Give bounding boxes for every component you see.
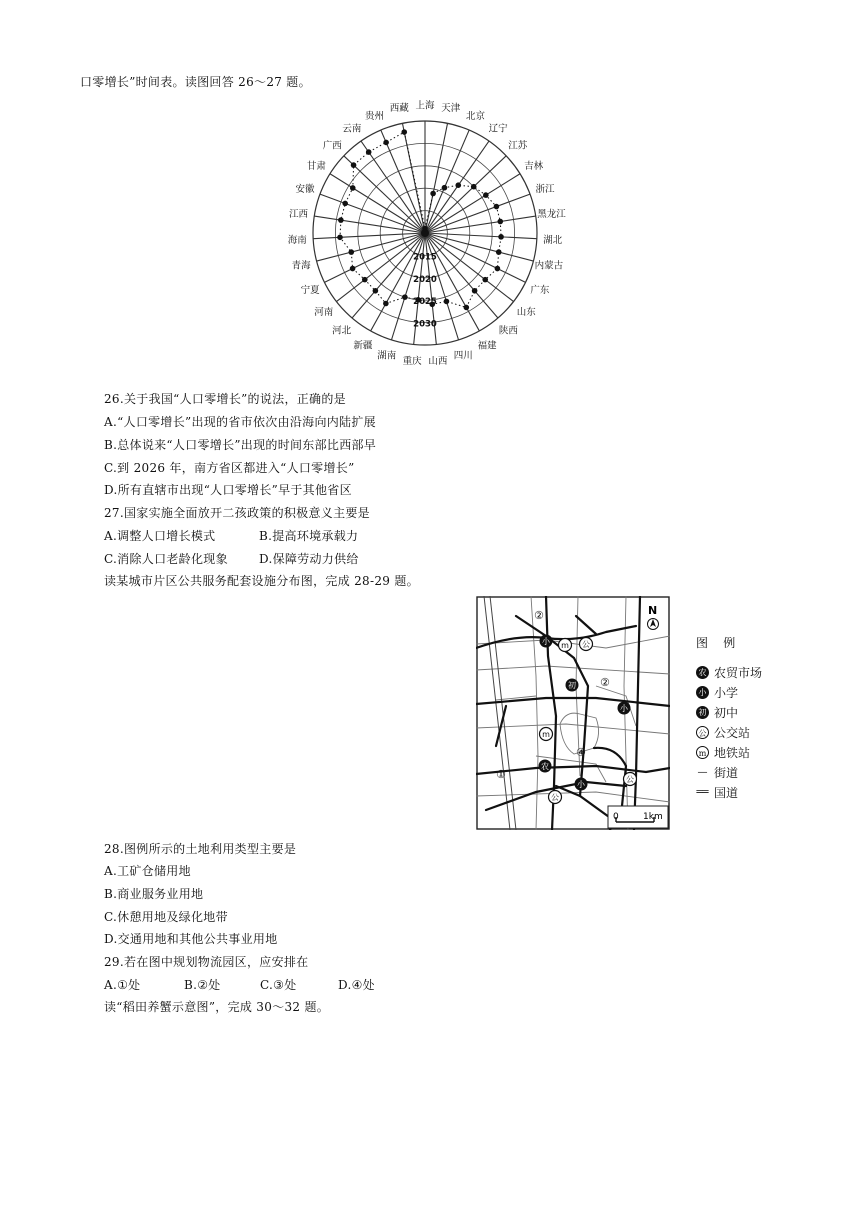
radar-point-河南 <box>362 277 368 283</box>
q28-option-a: A.工矿仓储用地 <box>104 864 191 878</box>
svg-text:公: 公 <box>551 793 559 802</box>
radar-point-宁夏 <box>350 266 356 272</box>
radar-label-青海: 青海 <box>291 260 311 272</box>
radar-label-宁夏: 宁夏 <box>300 284 320 296</box>
radar-label-湖北: 湖北 <box>543 235 563 246</box>
radar-point-陕西 <box>472 288 478 294</box>
area-label-2a: ② <box>534 609 544 622</box>
legend-label: 初中 <box>714 706 739 720</box>
q29-option-a: A.①处 <box>104 978 141 992</box>
legend-symbol: — <box>697 767 708 778</box>
radar-point-新疆 <box>383 301 389 307</box>
radar-point-湖南 <box>402 294 408 300</box>
radar-label-广西: 广西 <box>322 140 342 152</box>
svg-text:公: 公 <box>626 775 634 784</box>
legend-symbol: 小 <box>696 686 709 699</box>
legend-symbol: 初 <box>696 706 709 719</box>
legend-label: 国道 <box>714 786 739 800</box>
legend-label: 小学 <box>714 686 739 700</box>
radar-year-label-2025: 2025 <box>413 297 437 308</box>
radar-point-黑龙江 <box>497 219 503 225</box>
radar-label-四川: 四川 <box>453 350 473 362</box>
radar-label-西藏: 西藏 <box>389 103 409 115</box>
legend-item <box>696 784 738 801</box>
svg-text:小: 小 <box>620 704 628 713</box>
radar-label-河北: 河北 <box>332 325 352 337</box>
radar-point-天津 <box>430 191 436 197</box>
q26-option-a: A.“人口零增长”出现的省市依次由沿海向内陆扩展 <box>104 415 376 429</box>
radar-label-福建: 福建 <box>477 340 497 352</box>
radar-point-西藏 <box>401 129 407 135</box>
radar-label-江苏: 江苏 <box>508 140 528 152</box>
radar-point-浙江 <box>494 204 500 210</box>
radar-spoke <box>425 156 506 233</box>
radar-point-北京 <box>442 185 448 191</box>
radar-point-福建 <box>464 305 470 311</box>
radar-point-辽宁 <box>455 182 461 188</box>
radar-point-江西 <box>338 217 344 223</box>
q27-option-b: B.提高环境承载力 <box>259 529 359 543</box>
radar-point-河北 <box>373 288 379 294</box>
legend-symbol: 公 <box>696 726 709 739</box>
radar-point-江苏 <box>471 184 477 190</box>
legend-item <box>696 764 738 781</box>
q28-stem: 28.图例所示的土地利用类型主要是 <box>104 842 297 856</box>
radar-point-广东 <box>495 266 501 272</box>
legend-label: 公交站 <box>714 726 751 740</box>
legend-symbol: 农 <box>696 666 709 679</box>
radar-spoke <box>314 216 425 233</box>
radar-label-江西: 江西 <box>288 209 309 221</box>
outro-line: 读“稻田养蟹示意图”，完成 30～32 题。 <box>104 1000 330 1014</box>
q29-option-c: C.③处 <box>260 978 297 992</box>
q28-option-d: D.交通用地和其他公共事业用地 <box>104 932 278 946</box>
radar-label-云南: 云南 <box>342 123 362 135</box>
radar-label-山西: 山西 <box>428 355 448 367</box>
q26-option-b: B.总体说来“人口零增长”出现的时间东部比西部早 <box>104 438 377 452</box>
radar-point-青海 <box>348 249 354 255</box>
radar-spoke <box>425 130 469 233</box>
area-label-1: ① <box>496 768 506 781</box>
q26-stem: 26.关于我国“人口零增长”的说法，正确的是 <box>104 392 346 406</box>
q27-option-a: A.调整人口增长模式 <box>104 529 216 543</box>
radar-point-内蒙古 <box>496 249 502 255</box>
radar-spoke <box>425 233 514 302</box>
radar-label-北京: 北京 <box>465 110 486 122</box>
legend-label: 农贸市场 <box>714 666 763 680</box>
q29-option-d: D.④处 <box>338 978 375 992</box>
q27-option-d: D.保障劳动力供给 <box>259 552 359 566</box>
radar-spoke <box>344 156 425 233</box>
radar-spoke <box>336 233 425 302</box>
q26-option-d: D.所有直辖市出现“人口零增长”早于其他省区 <box>104 483 352 497</box>
scale-label: 1km <box>643 812 663 822</box>
legend-label: 地铁站 <box>714 746 751 760</box>
radar-label-湖南: 湖南 <box>377 350 397 362</box>
city-facility-map <box>476 596 670 830</box>
legend-item <box>696 744 750 761</box>
svg-text:农: 农 <box>541 762 549 771</box>
radar-label-黑龙江: 黑龙江 <box>537 209 566 221</box>
radar-label-上海: 上海 <box>415 100 435 112</box>
radar-label-内蒙古: 内蒙古 <box>534 260 564 272</box>
q26-option-c: C.到 2026 年，南方省区都进入“人口零增长” <box>104 461 355 475</box>
radar-point-云南 <box>366 149 372 155</box>
radar-label-广东: 广东 <box>530 284 550 296</box>
legend-symbol: ══ <box>696 787 709 798</box>
area-label-4: ④ <box>576 746 586 759</box>
radar-label-辽宁: 辽宁 <box>488 123 508 135</box>
radar-point-湖北 <box>498 234 504 240</box>
svg-text:m: m <box>542 730 550 739</box>
radar-point-广西 <box>351 162 357 168</box>
radar-point-安徽 <box>342 201 348 207</box>
radar-label-安徽: 安徽 <box>295 184 315 195</box>
radar-year-label-2030: 2030 <box>413 319 437 330</box>
legend-item <box>696 724 750 741</box>
q28-option-c: C.休憩用地及绿化地带 <box>104 910 228 924</box>
radar-point-四川 <box>444 299 450 305</box>
radar-spoke <box>425 216 536 233</box>
radar-point-上海 <box>422 226 428 232</box>
radar-point-海南 <box>337 235 343 241</box>
legend-title: 图 例 <box>696 636 736 650</box>
q29-stem: 29.若在图中规划物流园区，应安排在 <box>104 955 309 969</box>
radar-point-山东 <box>482 277 488 283</box>
radar-label-浙江: 浙江 <box>535 184 555 195</box>
radar-label-贵州: 贵州 <box>364 110 385 122</box>
zero-growth-radar-chart <box>255 98 595 386</box>
legend-symbol: m <box>696 746 709 759</box>
radar-spoke <box>381 130 425 233</box>
svg-text:公: 公 <box>582 640 590 649</box>
radar-label-山东: 山东 <box>516 306 536 318</box>
radar-label-陕西: 陕西 <box>498 325 518 337</box>
legend-item <box>696 704 738 721</box>
legend-item <box>696 664 762 681</box>
legend-label: 街道 <box>714 766 739 780</box>
radar-year-label-2020: 2020 <box>413 274 437 285</box>
radar-year-label-2015: 2015 <box>413 252 437 263</box>
q27-option-c: C.消除人口老龄化现象 <box>104 552 228 566</box>
svg-text:小: 小 <box>542 637 550 646</box>
q28-option-b: B.商业服务业用地 <box>104 887 204 901</box>
radar-point-甘肃 <box>350 185 356 191</box>
north-label: N <box>648 604 658 617</box>
radar-label-天津: 天津 <box>441 103 461 115</box>
q27-stem: 27.国家实施全面放开二孩政策的积极意义主要是 <box>104 506 370 520</box>
intro-line: 口零增长”时间表。读图回答 26～27 题。 <box>80 75 311 89</box>
legend-item <box>696 684 738 701</box>
svg-text:初: 初 <box>568 681 576 690</box>
map-intro: 读某城市片区公共服务配套设施分布图，完成 28-29 题。 <box>104 574 419 588</box>
scale-zero: 0 <box>613 812 619 822</box>
q29-option-b: B.②处 <box>184 978 221 992</box>
svg-text:小: 小 <box>577 780 585 789</box>
radar-label-重庆: 重庆 <box>402 355 422 367</box>
radar-label-河南: 河南 <box>314 306 334 318</box>
radar-point-吉林 <box>483 192 489 198</box>
radar-label-吉林: 吉林 <box>524 160 544 172</box>
svg-text:m: m <box>561 641 569 650</box>
radar-label-新疆: 新疆 <box>353 340 373 352</box>
radar-label-甘肃: 甘肃 <box>306 160 326 172</box>
area-label-2b: ② <box>600 676 610 689</box>
radar-label-海南: 海南 <box>287 235 307 246</box>
radar-point-贵州 <box>383 140 389 146</box>
